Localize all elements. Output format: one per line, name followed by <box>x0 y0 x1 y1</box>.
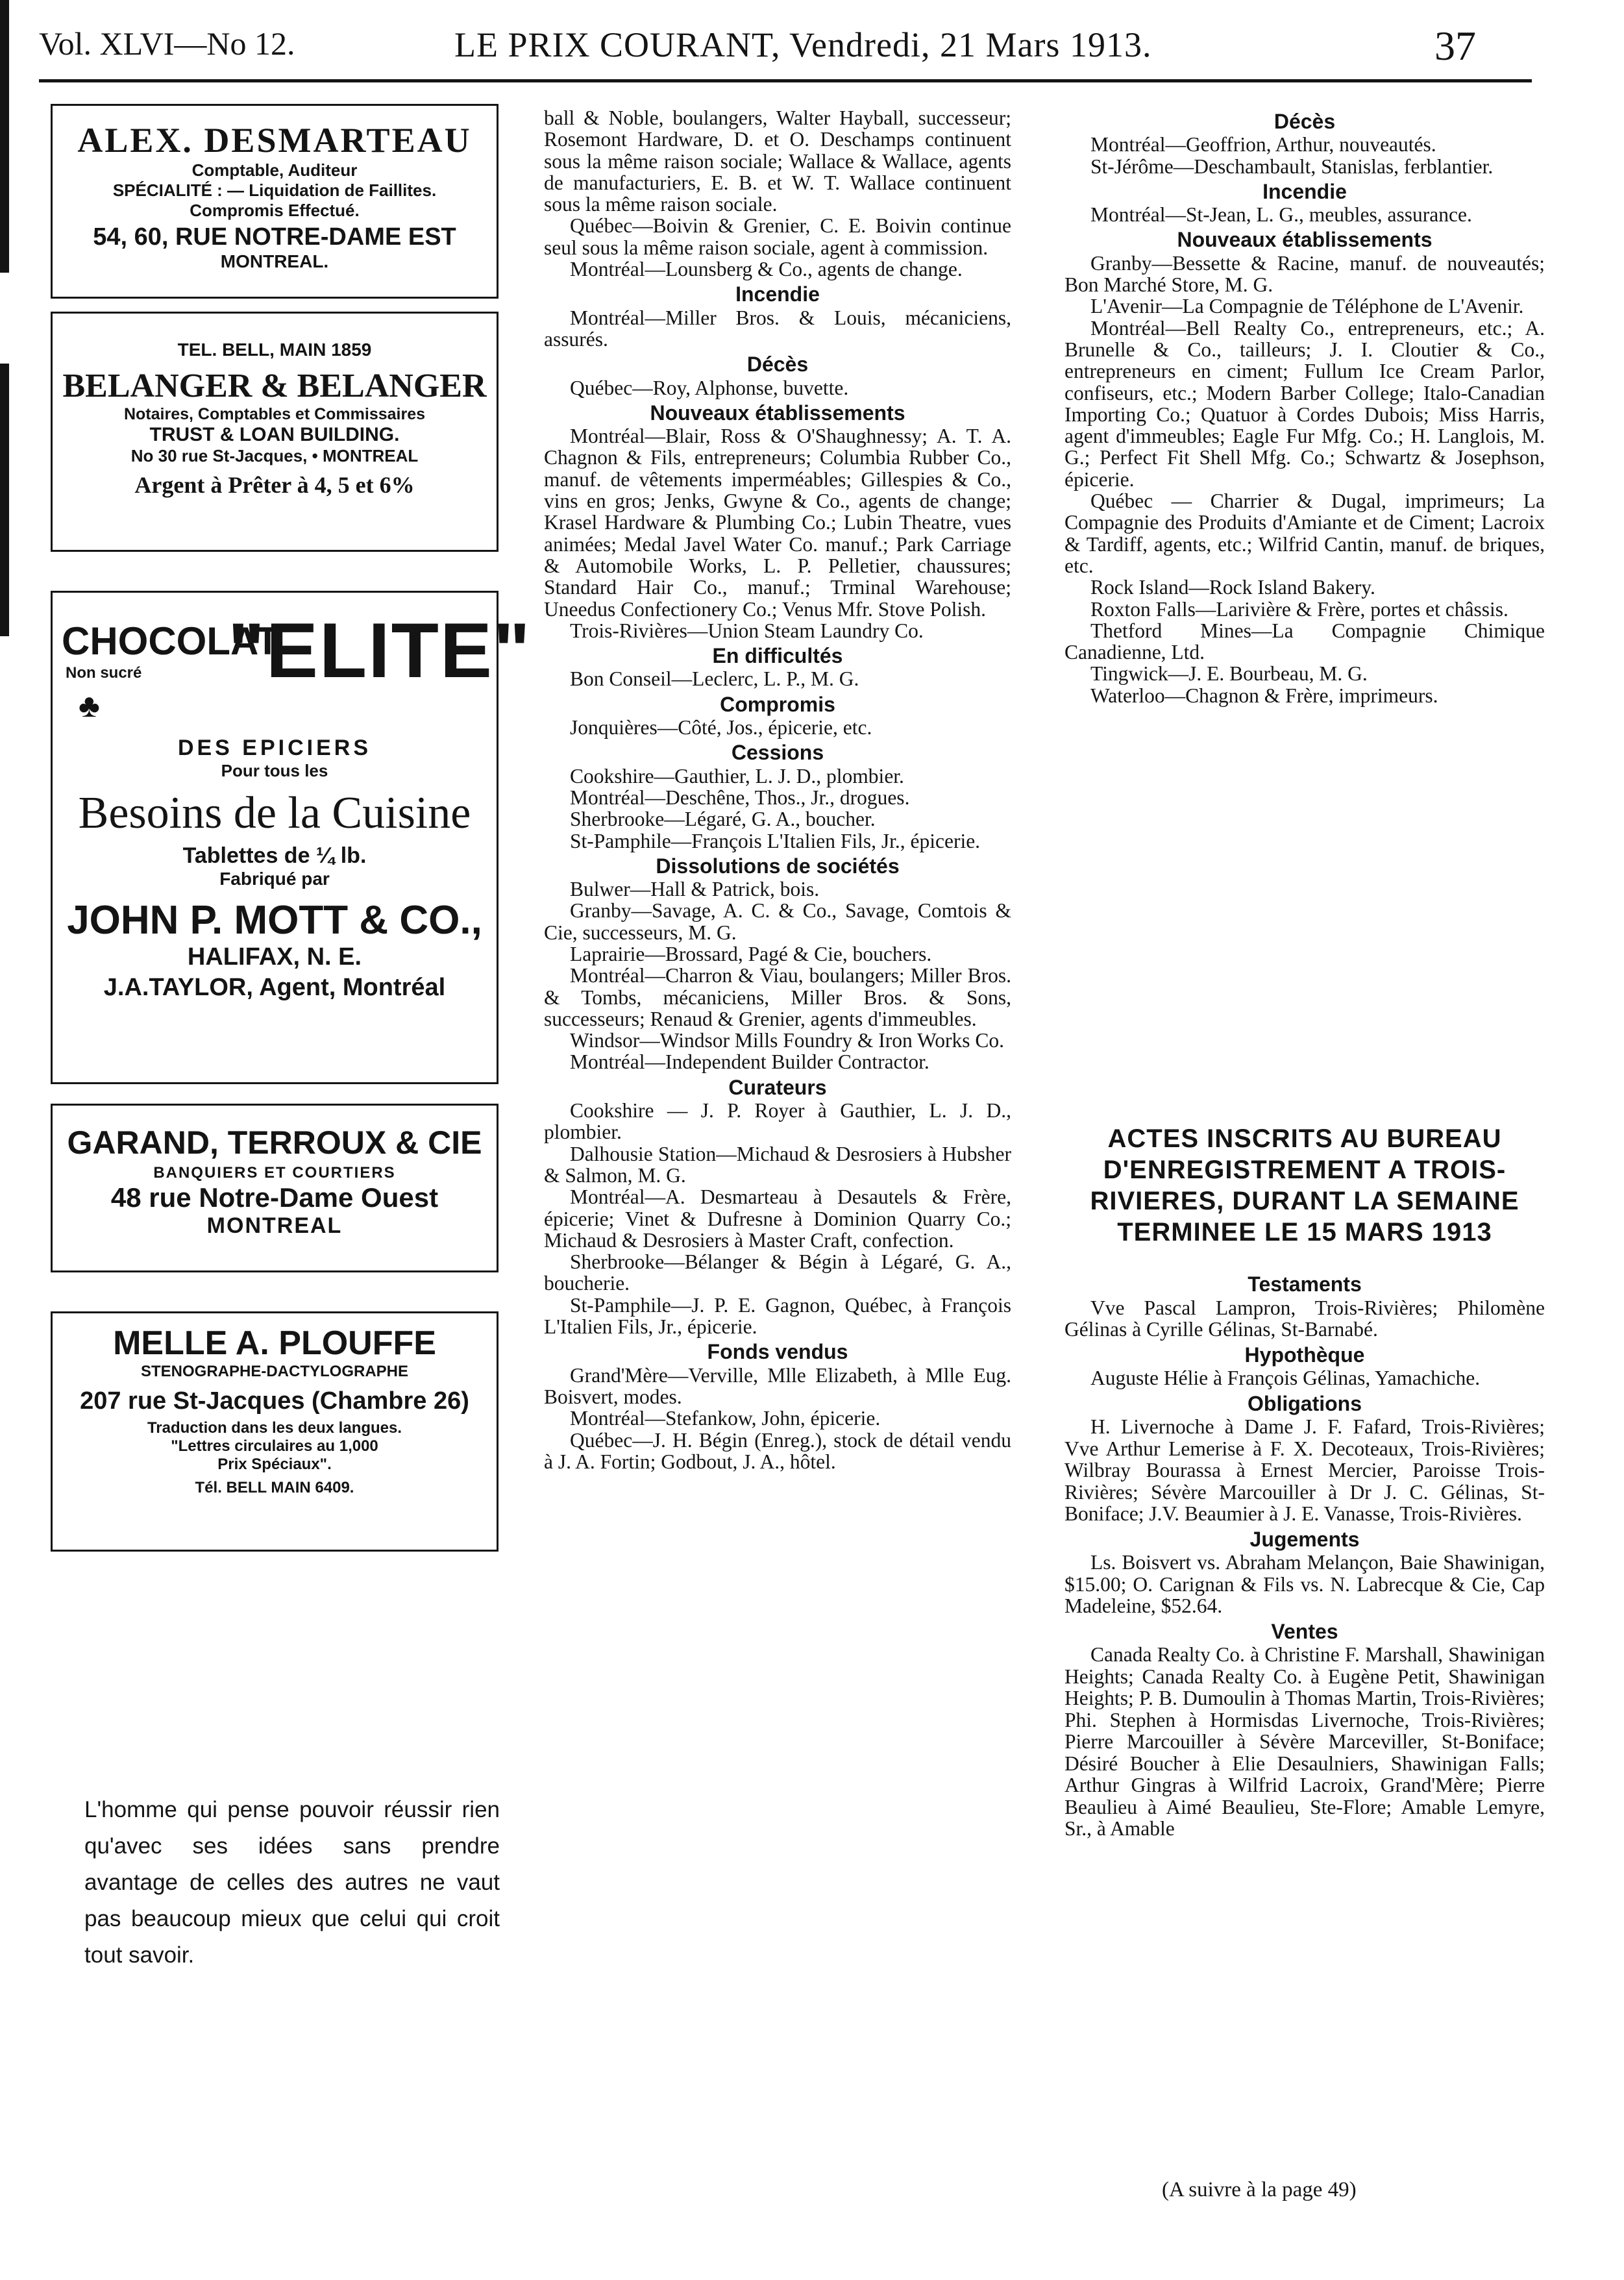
section-heading: Nouveaux établissements <box>1177 228 1433 252</box>
entry-paragraph: Granby—Bessette & Racine, manuf. de nouveautés; Bon Marché Store, M. G. <box>1064 251 1545 297</box>
ad-line: Tablettes de ¼ lb. <box>182 843 367 868</box>
entry-paragraph: Ls. Boisvert vs. Abraham Melançon, Baie Shawinigan, $15.00; O. Carignan & Fils vs. N. Labrecque & Cie, Cap Madeleine, $52.64. <box>1064 1551 1545 1617</box>
entry-paragraph: Windsor—Windsor Mills Foundry & Iron Works Co. <box>570 1029 1004 1052</box>
entry-paragraph: Vve Pascal Lampron, Trois-Rivières; Philomène Gélinas à Cyrille Gélinas, St-Barnabé. <box>1064 1296 1545 1341</box>
section-heading: En difficultés <box>712 644 843 668</box>
entry-paragraph: St-Pamphile—François L'Italien Fils, Jr., épicerie. <box>570 829 981 852</box>
entry-paragraph: Sherbrooke—Bélanger & Bégin à Légaré, G. A., boucherie. <box>544 1250 1011 1295</box>
entry-paragraph: Montréal—Miller Bros. & Louis, mécaniciens, assurés. <box>544 306 1011 351</box>
ad-desmarteau <box>51 104 498 299</box>
entry-paragraph: L'Avenir—La Compagnie de Téléphone de L'Avenir. <box>1090 295 1524 318</box>
entry-paragraph: Montréal—Bell Realty Co., entrepreneurs, etc.; A. Brunelle & Co., tailleurs; J. I. Cloutier & Co., entrepreneurs en ciment; Fullum Ice Cream Parlor, confiseurs, etc.; Modern Barber College; Italo-Canadian Importing Co.; Quatuor à Cordes Dubois; Miss Harris, agent d'immeubles; Eagle Fur Mfg. Co.; H. Langlois, M. G.; Perfect Fit Shell Mfg. Co.; Schwartz & Josephson, épicerie. <box>1064 316 1545 491</box>
ad-line: MELLE A. PLOUFFE <box>113 1324 436 1362</box>
ad-line: 48 rue Notre-Dame Ouest <box>110 1182 439 1213</box>
ad-line: BELANGER & BELANGER <box>62 367 487 404</box>
section-heading: Incendie <box>735 282 820 306</box>
entry-paragraph: Cookshire—Gauthier, L. J. D., plombier. <box>570 764 904 787</box>
ad-line: Non sucré <box>66 664 142 682</box>
column-middle <box>544 107 1011 1472</box>
entry-paragraph: Cookshire — J. P. Royer à Gauthier, L. J. D., plombier. <box>544 1099 1011 1144</box>
entry-paragraph: Canada Realty Co. à Christine F. Marshall, Shawinigan Heights; Canada Realty Co. à Eugène Petit, Shawinigan Heights; P. B. Dumoulin à Thomas Martin, Trois-Rivières; Phi. Stephen à Hormisdas Livernoche, Trois-Rivières; Pierre Marcouiller à Sévère Marceviller, St-Boniface; Désiré Boucher à Elie Desaulniers, Shawinigan Falls; Arthur Gingras à Wilfrid Lacroix, Grand'Mère; Pierre Beaulieu à Aimé Beaulieu, Ste-Flore; Amable Lemyre, Sr., à Amable <box>1064 1643 1545 1840</box>
entry-paragraph: Montréal—Deschêne, Thos., Jr., drogues. <box>570 786 910 809</box>
entry-paragraph: Tingwick—J. E. Bourbeau, M. G. <box>1090 662 1368 686</box>
quote-paragraph: L'homme qui pense pouvoir réussir rien qu'avec ses idées sans prendre avantage de celles des autres ne vaut pas beaucoup mieux que celui qui croit tout savoir. <box>84 1797 500 1968</box>
ad-line: Besoins de la Cuisine <box>78 788 471 838</box>
section-heading: Obligations <box>1248 1391 1362 1415</box>
actes-body <box>1064 1274 1545 1840</box>
entry-paragraph: Québec — Charrier & Dugal, imprimeurs; La Compagnie des Produits d'Amiante et de Ciment; Lacroix & Tardiff, agents, etc.; Wilfrid Cantin, manuf. de briques, etc. <box>1064 489 1545 577</box>
ad-line: BANQUIERS ET COURTIERS <box>153 1164 396 1182</box>
ad-line: SPÉCIALITÉ : — Liquidation de Faillites. <box>112 180 437 200</box>
entry-paragraph: Trois-Rivières—Union Steam Laundry Co. <box>570 619 924 642</box>
entry-paragraph: Grand'Mère—Verville, Mlle Elizabeth, à Mlle Eug. Boisvert, modes. <box>544 1363 1011 1408</box>
section-heading: Incendie <box>1262 179 1347 203</box>
ad-line: J.A.TAYLOR, Agent, Montréal <box>103 974 446 1001</box>
ad-line: GARAND, TERROUX & CIE <box>67 1124 482 1161</box>
ad-line: DES EPICIERS <box>177 736 372 760</box>
section-heading: Testaments <box>1248 1272 1362 1296</box>
entry-paragraph: Dalhousie Station—Michaud & Desrosiers à Hubsher & Salmon, M. G. <box>544 1142 1011 1187</box>
ad-line: Argent à Prêter à 4, 5 et 6% <box>134 472 415 498</box>
entry-paragraph: Montréal—Independent Builder Contractor. <box>570 1050 929 1074</box>
ad-line: Prix Spéciaux". <box>217 1456 332 1473</box>
entry-paragraph: Laprairie—Brossard, Pagé & Cie, bouchers. <box>570 942 932 965</box>
ad-line: Tél. BELL MAIN 6409. <box>195 1479 354 1496</box>
column-right <box>1064 107 1545 706</box>
ad-line: CHOCOLAT <box>62 619 280 663</box>
entry-paragraph: Québec—Roy, Alphonse, buvette. <box>570 376 849 399</box>
page-number: 37 <box>1434 23 1476 69</box>
ad-line: Traduction dans les deux langues. <box>147 1419 402 1437</box>
ad-line: Comptable, Auditeur <box>191 160 358 180</box>
entry-paragraph: Bon Conseil—Leclerc, L. P., M. G. <box>570 667 859 691</box>
header-rule <box>39 79 1532 82</box>
section-heading: Nouveaux établissements <box>650 401 905 425</box>
leaf-emblem-icon: ♣ <box>79 688 100 724</box>
entry-paragraph: Québec—Boivin & Grenier, C. E. Boivin continue seul sous la même raison sociale, agent à commission. <box>544 214 1011 259</box>
ad-line: MONTREAL. <box>220 251 329 271</box>
ad-line: No 30 rue St-Jacques, • MONTREAL <box>130 446 419 465</box>
page-edge-mark <box>0 364 9 636</box>
ad-chocolat-elite <box>51 591 532 1084</box>
section-heading: Fonds vendus <box>707 1340 848 1364</box>
entry-paragraph: St-Jérôme—Deschambault, Stanislas, ferblantier. <box>1090 155 1494 178</box>
entry-paragraph: Montréal—Stefankow, John, épicerie. <box>570 1407 881 1430</box>
section-heading: Décès <box>746 353 809 377</box>
newspaper-title: LE PRIX COURANT, Vendredi, 21 Mars 1913. <box>454 25 1152 64</box>
section-heading: Dissolutions de sociétés <box>656 854 900 878</box>
ad-line: MONTREAL <box>206 1213 343 1238</box>
ad-line: Compromis Effectué. <box>190 201 360 220</box>
entry-paragraph: ball & Noble, boulangers, Walter Hayball, successeur; Rosemont Hardware, D. et O. Deschamps continuent sous la même raison sociale; Wallace & Wallace, agents de manufacturiers, E. B. et W. T. Wallace continuent sous la même raison sociale. <box>544 106 1011 216</box>
ad-line: 54, 60, RUE NOTRE-DAME EST <box>93 223 456 251</box>
entry-paragraph: St-Pamphile—J. P. E. Gagnon, Québec, à François L'Italien Fils, Jr., épicerie. <box>544 1293 1011 1339</box>
ad-line: TEL. BELL, MAIN 1859 <box>177 340 372 360</box>
actes-title: ACTES INSCRITS AU BUREAU D'ENREGISTREMENT A TROIS-RIVIERES, DURANT LA SEMAINE TERMINEE LE 15 MARS 1913 <box>1090 1124 1519 1246</box>
ad-line: Pour tous les <box>221 761 328 780</box>
section-heading: Hypothèque <box>1244 1343 1365 1367</box>
ad-line: TRUST & LOAN BUILDING. <box>149 424 400 445</box>
entry-paragraph: Montréal—Blair, Ross & O'Shaughnessy; A. T. A. Chagnon & Fils, entrepreneurs; Columbia Rubber Co., manuf. de vêtements imperméables; Gillespies & Co., vins en gros; Jenks, Gwyne & Co., agents de change; Krasel Hardware & Plumbing Co.; Lubin Theatre, vues animées; Medal Javel Water Co. manuf.; Park Carriage & Automobile Works, L. P. Pelletier, chaussures; Standard Hair Co., manuf.; Trminal Warehouse; Uneedus Confectionery Co.; Venus Mfr. Stove Polish. <box>544 425 1011 621</box>
entry-paragraph: Montréal—A. Desmarteau à Desautels & Frère, épicerie; Vinet & Dufresne à Dominion Quarry Co.; Michaud & Desrosiers à Master Craft, confection. <box>544 1185 1011 1252</box>
entry-paragraph: Montréal—St-Jean, L. G., meubles, assurance. <box>1090 203 1472 227</box>
ad-line: JOHN P. MOTT & CO., <box>67 898 482 943</box>
section-heading: Jugements <box>1249 1527 1360 1551</box>
entry-paragraph: Roxton Falls—Larivière & Frère, portes et châssis. <box>1090 597 1508 621</box>
entry-paragraph: Rock Island—Rock Island Bakery. <box>1090 576 1375 599</box>
volume-number: Vol. XLVI—No 12. <box>39 25 295 62</box>
section-heading: Décès <box>1273 110 1336 133</box>
actes-section <box>1064 1123 1545 1840</box>
entry-paragraph: Sherbrooke—Légaré, G. A., boucher. <box>570 808 876 831</box>
ad-line: "ELITE" <box>228 607 532 694</box>
entry-paragraph: Auguste Hélie à François Gélinas, Yamachiche. <box>1090 1367 1481 1389</box>
section-heading: Curateurs <box>728 1075 827 1099</box>
ad-line: "Lettres circulaires au 1,000 <box>171 1437 378 1455</box>
ad-belanger <box>51 312 498 552</box>
entry-paragraph: Granby—Savage, A. C. & Co., Savage, Comtois & Cie, successeurs, M. G. <box>544 899 1011 944</box>
entry-paragraph: Québec—J. H. Bégin (Enreg.), stock de détail vendu à J. A. Fortin; Godbout, J. A., hôtel. <box>544 1428 1011 1473</box>
ad-plouffe <box>51 1311 498 1552</box>
entry-paragraph: Montréal—Charron & Viau, boulangers; Miller Bros. & Tombs, mécaniciens, Miller Bros. & Sons, successeurs; Renaud & Grenier, agents d'immeubles. <box>544 964 1011 1030</box>
section-heading: Compromis <box>720 692 835 716</box>
page-edge-mark <box>0 0 9 273</box>
entry-paragraph: Bulwer—Hall & Patrick, bois. <box>570 878 820 901</box>
ad-line: STENOGRAPHE-DACTYLOGRAPHE <box>140 1363 409 1380</box>
entry-paragraph: H. Livernoche à Dame J. F. Fafard, Trois-Rivières; Vve Arthur Lemerise à F. X. Decoteaux, Trois-Rivières; Wilbray Bourassa à Ernest Mercier, Paroisse Trois-Rivières; Sévère Marcouiller à Dr J. C. Gélinas, St-Boniface; J.V. Beaumier à J. E. Vanasse, Trois-Rivières. <box>1064 1415 1545 1525</box>
ad-line: Fabriqué par <box>219 869 330 889</box>
ad-line: HALIFAX, N. E. <box>187 943 362 971</box>
ad-garand-terroux <box>51 1104 498 1272</box>
entry-paragraph: Montréal—Lounsberg & Co., agents de change. <box>570 258 963 281</box>
ad-line: 207 rue St-Jacques (Chambre 26) <box>80 1387 469 1415</box>
ad-line: ALEX. DESMARTEAU <box>77 121 472 160</box>
continued-note: (A suivre à la page 49) <box>1162 2178 1357 2201</box>
section-heading: Ventes <box>1271 1619 1338 1643</box>
entry-paragraph: Thetford Mines—La Compagnie Chimique Canadienne, Ltd. <box>1064 619 1545 664</box>
entry-paragraph: Jonquières—Côté, Jos., épicerie, etc. <box>570 716 872 739</box>
section-heading: Cessions <box>731 741 824 765</box>
ad-line: Notaires, Comptables et Commissaires <box>123 405 426 423</box>
entry-paragraph: Waterloo—Chagnon & Frère, imprimeurs. <box>1090 684 1438 707</box>
entry-paragraph: Montréal—Geoffrion, Arthur, nouveautés. <box>1090 133 1436 156</box>
